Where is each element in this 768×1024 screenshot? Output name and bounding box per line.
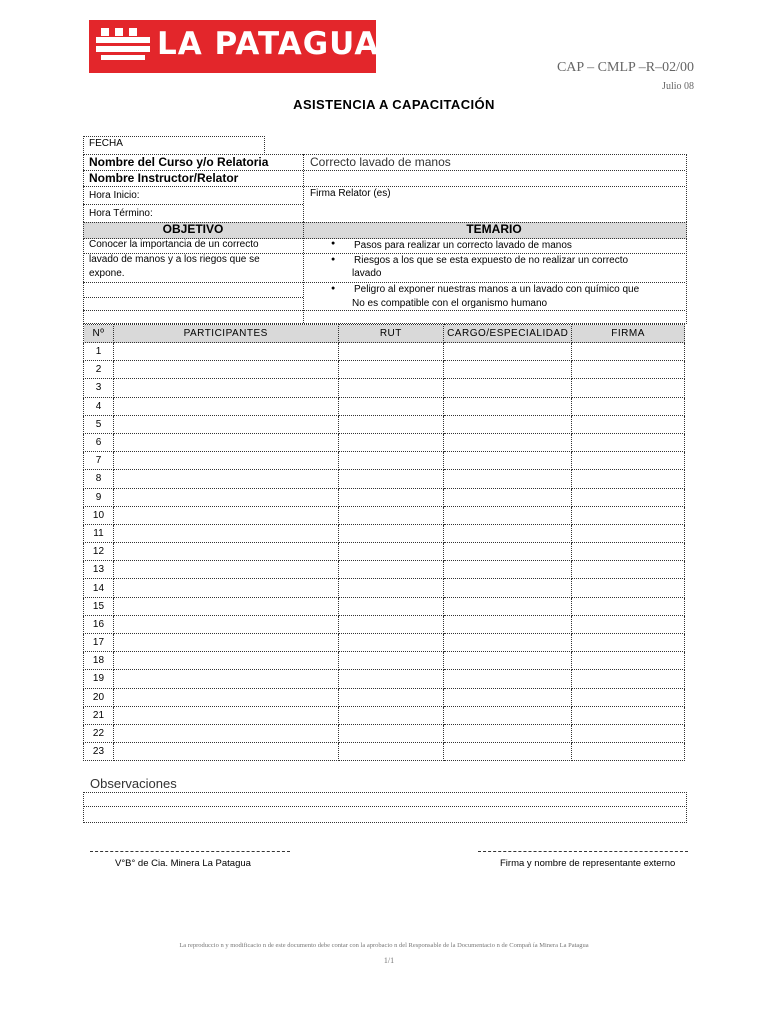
rut-cell[interactable] xyxy=(338,724,444,742)
participante-cell[interactable] xyxy=(113,433,338,451)
participante-cell[interactable] xyxy=(113,343,338,361)
column-header-firma: FIRMA xyxy=(572,325,685,343)
table-row xyxy=(84,743,685,761)
observaciones-label: Observaciones xyxy=(90,776,177,791)
participante-cell[interactable] xyxy=(113,543,338,561)
row-number: 23 xyxy=(84,743,114,761)
grid-line xyxy=(83,204,303,205)
table-row xyxy=(84,343,685,361)
rut-cell[interactable] xyxy=(338,688,444,706)
table-row xyxy=(84,452,685,470)
participante-cell[interactable] xyxy=(113,743,338,761)
curso-value[interactable]: Correcto lavado de manos xyxy=(310,155,451,169)
cargo-cell[interactable] xyxy=(444,688,572,706)
row-number: 16 xyxy=(84,615,114,633)
rut-cell[interactable] xyxy=(338,506,444,524)
firma-cell[interactable] xyxy=(572,724,685,742)
rut-cell[interactable] xyxy=(338,706,444,724)
firma-cell[interactable] xyxy=(572,743,685,761)
temario-item: No es compatible con el organismo humano xyxy=(352,298,548,309)
bullet-icon: ● xyxy=(331,256,336,263)
firma-cell[interactable] xyxy=(572,688,685,706)
table-row xyxy=(84,506,685,524)
participante-cell[interactable] xyxy=(113,706,338,724)
table-row xyxy=(84,652,685,670)
temario-header: TEMARIO xyxy=(466,222,522,236)
row-number: 1 xyxy=(84,343,114,361)
instructor-label: Nombre Instructor/Relator xyxy=(89,171,239,185)
cargo-cell[interactable] xyxy=(444,379,572,397)
document-date: Julio 08 xyxy=(662,81,694,92)
row-number: 7 xyxy=(84,452,114,470)
table-row xyxy=(84,670,685,688)
firma-cell[interactable] xyxy=(572,343,685,361)
table-row xyxy=(84,488,685,506)
firma-relator-label: Firma Relator (es) xyxy=(310,188,391,199)
table-row xyxy=(84,724,685,742)
row-number: 20 xyxy=(84,688,114,706)
page-title: ASISTENCIA A CAPACITACIÓN xyxy=(293,97,495,112)
firma-cell[interactable] xyxy=(572,524,685,542)
table-row xyxy=(84,433,685,451)
participante-cell[interactable] xyxy=(113,361,338,379)
temario-item: Pasos para realizar un correcto lavado de manos xyxy=(354,240,572,251)
firma-cell[interactable] xyxy=(572,415,685,433)
cargo-cell[interactable] xyxy=(444,615,572,633)
hora-termino-label: Hora Término: xyxy=(89,208,153,219)
column-header-cargo: CARGO/ESPECIALIDAD xyxy=(444,325,572,343)
rut-cell[interactable] xyxy=(338,652,444,670)
rut-cell[interactable] xyxy=(338,452,444,470)
grid-line xyxy=(83,310,685,311)
cargo-cell[interactable] xyxy=(444,452,572,470)
document-code: CAP – CMLP –R–02/00 xyxy=(556,60,694,75)
firma-cell[interactable] xyxy=(572,615,685,633)
objetivo-line: Conocer la importancia de un correcto xyxy=(89,239,259,250)
participante-cell[interactable] xyxy=(113,597,338,615)
row-number: 17 xyxy=(84,634,114,652)
cargo-cell[interactable] xyxy=(444,724,572,742)
grid-line xyxy=(83,297,303,298)
table-row xyxy=(84,543,685,561)
row-number: 9 xyxy=(84,488,114,506)
row-number: 2 xyxy=(84,361,114,379)
firma-cell[interactable] xyxy=(572,543,685,561)
table-row xyxy=(84,415,685,433)
grid-line xyxy=(83,186,685,187)
column-header-number: Nº xyxy=(84,325,114,343)
table-row xyxy=(84,615,685,633)
rut-cell[interactable] xyxy=(338,561,444,579)
cargo-cell[interactable] xyxy=(444,743,572,761)
row-number: 11 xyxy=(84,524,114,542)
row-number: 21 xyxy=(84,706,114,724)
table-row xyxy=(84,688,685,706)
participante-cell[interactable] xyxy=(113,561,338,579)
company-logo xyxy=(89,20,380,73)
logo-text: LA PATAGUA xyxy=(157,26,380,62)
hora-inicio-label: Hora Inicio: xyxy=(89,190,140,201)
participante-cell[interactable] xyxy=(113,470,338,488)
firma-cell[interactable] xyxy=(572,706,685,724)
row-number: 15 xyxy=(84,597,114,615)
cargo-cell[interactable] xyxy=(444,415,572,433)
cargo-cell[interactable] xyxy=(444,543,572,561)
firma-cell[interactable] xyxy=(572,670,685,688)
table-row xyxy=(84,561,685,579)
rut-cell[interactable] xyxy=(338,379,444,397)
row-number: 12 xyxy=(84,543,114,561)
firma-cell[interactable] xyxy=(572,652,685,670)
cargo-cell[interactable] xyxy=(444,488,572,506)
cargo-cell[interactable] xyxy=(444,470,572,488)
observaciones-box[interactable] xyxy=(83,792,687,823)
participante-cell[interactable] xyxy=(113,506,338,524)
cargo-cell[interactable] xyxy=(444,343,572,361)
row-number: 14 xyxy=(84,579,114,597)
row-number: 6 xyxy=(84,433,114,451)
firma-cell[interactable] xyxy=(572,488,685,506)
rut-cell[interactable] xyxy=(338,597,444,615)
rut-cell[interactable] xyxy=(338,488,444,506)
grid-line xyxy=(83,282,685,283)
rut-cell[interactable] xyxy=(338,743,444,761)
rut-cell[interactable] xyxy=(338,415,444,433)
cargo-cell[interactable] xyxy=(444,634,572,652)
cargo-cell[interactable] xyxy=(444,524,572,542)
firma-cell[interactable] xyxy=(572,397,685,415)
temario-item: Riesgos a los que se esta expuesto de no realizar un correcto xyxy=(354,255,629,266)
table-row xyxy=(84,634,685,652)
participants-table xyxy=(83,324,685,761)
signature-label-right: Firma y nombre de representante externo xyxy=(500,858,676,869)
firma-cell[interactable] xyxy=(572,452,685,470)
cargo-cell[interactable] xyxy=(444,433,572,451)
firma-cell[interactable] xyxy=(572,561,685,579)
participante-cell[interactable] xyxy=(113,579,338,597)
rut-cell[interactable] xyxy=(338,361,444,379)
objetivo-header: OBJETIVO xyxy=(162,222,224,236)
grid-line xyxy=(83,806,685,807)
signature-line-right xyxy=(478,851,688,852)
cargo-cell[interactable] xyxy=(444,579,572,597)
page-number: 1/1 xyxy=(383,956,395,965)
firma-cell[interactable] xyxy=(572,506,685,524)
firma-cell[interactable] xyxy=(572,597,685,615)
signature-label-left: V°B° de Cia. Minera La Patagua xyxy=(115,858,251,869)
temario-item: Peligro al exponer nuestras manos a un lavado con químico que xyxy=(354,284,640,295)
grid-divider xyxy=(303,154,304,222)
rut-cell[interactable] xyxy=(338,470,444,488)
firma-cell[interactable] xyxy=(572,470,685,488)
rut-cell[interactable] xyxy=(338,343,444,361)
table-row xyxy=(84,597,685,615)
rut-cell[interactable] xyxy=(338,397,444,415)
rut-cell[interactable] xyxy=(338,634,444,652)
rut-cell[interactable] xyxy=(338,524,444,542)
cargo-cell[interactable] xyxy=(444,361,572,379)
participante-cell[interactable] xyxy=(113,524,338,542)
curso-label: Nombre del Curso y/o Relatoria xyxy=(89,155,269,169)
row-number: 10 xyxy=(84,506,114,524)
objetivo-line: lavado de manos y a los riegos que se xyxy=(89,254,260,265)
cargo-cell[interactable] xyxy=(444,670,572,688)
table-row xyxy=(84,397,685,415)
firma-cell[interactable] xyxy=(572,379,685,397)
participante-cell[interactable] xyxy=(113,724,338,742)
signature-line-left xyxy=(90,851,290,852)
table-row xyxy=(84,470,685,488)
rut-cell[interactable] xyxy=(338,543,444,561)
fecha-label: FECHA xyxy=(89,138,123,149)
table-row xyxy=(84,361,685,379)
column-header-rut: RUT xyxy=(338,325,444,343)
row-number: 22 xyxy=(84,724,114,742)
cargo-cell[interactable] xyxy=(444,397,572,415)
row-number: 3 xyxy=(84,379,114,397)
row-number: 19 xyxy=(84,670,114,688)
rut-cell[interactable] xyxy=(338,670,444,688)
table-row xyxy=(84,379,685,397)
bullet-icon: ● xyxy=(331,285,336,292)
firma-cell[interactable] xyxy=(572,361,685,379)
participante-cell[interactable] xyxy=(113,652,338,670)
logo-emblem-icon xyxy=(93,25,153,69)
objetivo-line: expone. xyxy=(89,268,125,279)
column-header-participantes: PARTICIPANTES xyxy=(113,325,338,343)
table-header-row xyxy=(84,325,685,343)
participante-cell[interactable] xyxy=(113,415,338,433)
footer-note: La reproduccio n y modificacio n de este documento debe contar con la aprobacio n del Responsable de la Documentacio n de Compañ ía Minera La Patagua xyxy=(179,942,589,949)
participante-cell[interactable] xyxy=(113,379,338,397)
participante-cell[interactable] xyxy=(113,688,338,706)
rut-cell[interactable] xyxy=(338,433,444,451)
row-number: 5 xyxy=(84,415,114,433)
cargo-cell[interactable] xyxy=(444,506,572,524)
row-number: 18 xyxy=(84,652,114,670)
participante-cell[interactable] xyxy=(113,670,338,688)
participante-cell[interactable] xyxy=(113,488,338,506)
participante-cell[interactable] xyxy=(113,615,338,633)
cargo-cell[interactable] xyxy=(444,652,572,670)
cargo-cell[interactable] xyxy=(444,706,572,724)
rut-cell[interactable] xyxy=(338,579,444,597)
cargo-cell[interactable] xyxy=(444,597,572,615)
temario-item: lavado xyxy=(352,268,382,279)
row-number: 4 xyxy=(84,397,114,415)
row-number: 8 xyxy=(84,470,114,488)
cargo-cell[interactable] xyxy=(444,561,572,579)
bullet-icon: ● xyxy=(331,240,336,247)
row-number: 13 xyxy=(84,561,114,579)
table-row xyxy=(84,706,685,724)
firma-cell[interactable] xyxy=(572,634,685,652)
participante-cell[interactable] xyxy=(113,634,338,652)
firma-cell[interactable] xyxy=(572,579,685,597)
participante-cell[interactable] xyxy=(113,397,338,415)
table-row xyxy=(84,524,685,542)
firma-cell[interactable] xyxy=(572,433,685,451)
table-row xyxy=(84,579,685,597)
participante-cell[interactable] xyxy=(113,452,338,470)
rut-cell[interactable] xyxy=(338,615,444,633)
